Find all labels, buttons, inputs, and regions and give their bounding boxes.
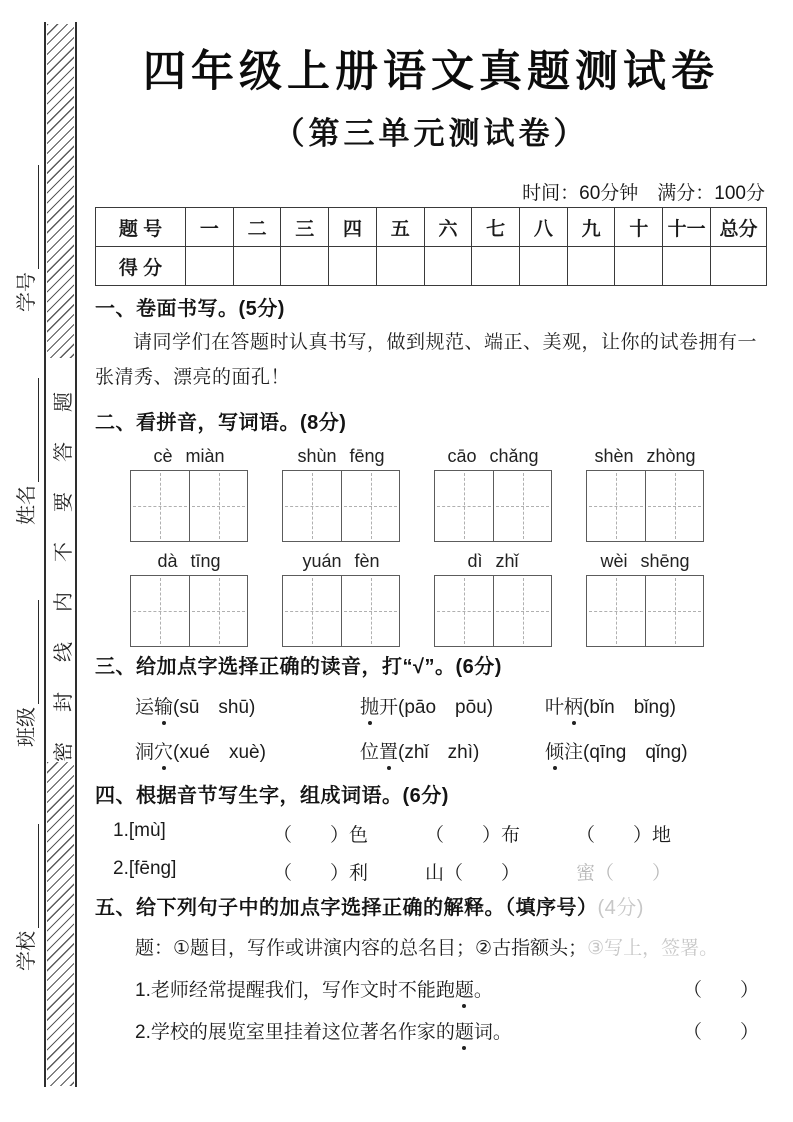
pinyin-label: dì zhǐ <box>467 551 519 571</box>
writing-cell[interactable] <box>645 576 703 646</box>
score-table-header-row <box>96 208 767 247</box>
word-blank[interactable]: （ ）布 <box>425 825 521 846</box>
paper-content <box>95 0 767 1122</box>
pinyin-label: yuán fèn <box>302 551 380 571</box>
pinyin-word-group <box>130 446 248 542</box>
col-6: 六 <box>424 208 472 247</box>
writing-cell[interactable] <box>587 576 645 646</box>
pronunciation-row-2 <box>95 737 767 764</box>
dotted-char: 题 <box>455 1017 474 1044</box>
pinyin-label: shùn fēng <box>297 446 385 466</box>
score-row-label: 得 分 <box>96 247 186 286</box>
school-label: 学校 <box>16 931 38 971</box>
writing-box <box>586 575 704 647</box>
seal-line-text: 密封线内不要答题 <box>53 362 75 762</box>
class-blank[interactable] <box>21 600 39 704</box>
score-table-score-row <box>96 247 767 286</box>
score-cell[interactable] <box>233 247 281 286</box>
writing-box <box>434 470 552 542</box>
word-blank-faded[interactable]: 蜜（ ） <box>576 863 672 884</box>
syllable-label: 2.[fēng] <box>113 858 177 879</box>
pinyin-word-group <box>586 446 704 542</box>
pinyin-word-group <box>434 551 552 647</box>
writing-cell[interactable] <box>587 471 645 541</box>
syllable-label: 1.[mù] <box>113 820 166 841</box>
student-id-blank[interactable] <box>21 165 39 269</box>
score-cell[interactable] <box>472 247 520 286</box>
score-cell[interactable] <box>663 247 711 286</box>
writing-cell[interactable] <box>493 576 551 646</box>
word-blank[interactable]: （ ）利 <box>273 863 369 884</box>
section5-explanation: 题：①题目，写作或讲演内容的总名目；②古指额头；③写上，签署。 <box>135 938 719 959</box>
col-4: 四 <box>329 208 377 247</box>
sentence-text: 2.学校的展览室里挂着这位著名作家的题词。 <box>135 1017 512 1044</box>
section4-header: 四、根据音节写生字，组成词语。(6分) <box>95 785 449 807</box>
school-field <box>13 801 39 971</box>
sentence-item-2 <box>95 1017 767 1044</box>
score-cell[interactable] <box>615 247 663 286</box>
pinyin-word-group <box>434 446 552 542</box>
writing-cell[interactable] <box>283 576 341 646</box>
col-9: 九 <box>567 208 615 247</box>
section3-header: 三、给加点字选择正确的读音，打“√”。(6分) <box>95 656 502 678</box>
total-score-header: 总分 <box>711 208 767 247</box>
dotted-char: 抛 <box>360 692 379 719</box>
pinyin-label: wèi shēng <box>600 551 690 571</box>
seal-border-left <box>44 22 46 1087</box>
pronunciation-item[interactable]: 位置(zhǐ zhì) <box>360 737 545 764</box>
dotted-char: 倾 <box>545 737 564 764</box>
pronunciation-options[interactable]: (bǐn bǐng) <box>583 697 676 718</box>
pinyin-row-1 <box>95 446 767 542</box>
dotted-char: 置 <box>379 737 398 764</box>
col-7: 七 <box>472 208 520 247</box>
pronunciation-item[interactable]: 叶柄(bǐn bǐng) <box>545 692 767 719</box>
writing-cell[interactable] <box>645 471 703 541</box>
pronunciation-options[interactable]: (pāo pōu) <box>398 697 494 718</box>
writing-box <box>282 575 400 647</box>
score-cell[interactable] <box>424 247 472 286</box>
answer-blank[interactable]: （ ） <box>682 1022 759 1043</box>
student-name-label: 姓名 <box>16 485 38 525</box>
writing-box <box>282 470 400 542</box>
section2-header: 二、看拼音，写词语。(8分) <box>95 412 347 434</box>
col-5: 五 <box>376 208 424 247</box>
writing-box <box>130 470 248 542</box>
pronunciation-item[interactable]: 洞穴(xué xuè) <box>135 737 360 764</box>
col-1: 一 <box>186 208 234 247</box>
pronunciation-item[interactable]: 运输(sū shū) <box>135 692 360 719</box>
seal-border-right <box>75 22 77 1087</box>
score-cell[interactable] <box>567 247 615 286</box>
score-cell[interactable] <box>376 247 424 286</box>
word-blank[interactable]: （ ）色 <box>273 825 369 846</box>
pinyin-word-group <box>586 551 704 647</box>
writing-cell[interactable] <box>189 576 247 646</box>
score-cell[interactable] <box>281 247 329 286</box>
pronunciation-options[interactable]: (qīng qǐng) <box>583 742 688 763</box>
dotted-char: 输 <box>154 692 173 719</box>
pronunciation-options[interactable]: (sū shū) <box>173 697 256 718</box>
writing-cell[interactable] <box>283 471 341 541</box>
col-10: 十 <box>615 208 663 247</box>
col-8: 八 <box>520 208 568 247</box>
pronunciation-row-1 <box>95 692 767 719</box>
section5-score: (4分) <box>597 897 644 919</box>
col-2: 二 <box>233 208 281 247</box>
section1-body: 请同学们在答题时认真书写，做到规范、端正、美观，让你的试卷拥有一张清秀、漂亮的面孔！ <box>95 332 758 388</box>
word-blank[interactable]: 山（ ） <box>425 863 521 884</box>
writing-cell[interactable] <box>435 576 493 646</box>
writing-box <box>434 575 552 647</box>
score-cell[interactable] <box>329 247 377 286</box>
class-label: 班级 <box>16 707 38 747</box>
seal-hatch-top <box>47 24 74 358</box>
pinyin-word-group <box>282 551 400 647</box>
class-field <box>13 577 39 747</box>
pronunciation-item[interactable]: 倾注(qīng qǐng) <box>545 737 767 764</box>
score-cell[interactable] <box>520 247 568 286</box>
paper-title: 四年级上册语文真题测试卷 <box>143 48 719 96</box>
writing-box <box>130 575 248 647</box>
pinyin-word-group <box>130 551 248 647</box>
student-name-field <box>13 355 39 525</box>
dotted-char: 穴 <box>154 737 173 764</box>
pinyin-label: cè miàn <box>153 446 225 466</box>
col-3: 三 <box>281 208 329 247</box>
writing-cell[interactable] <box>341 576 399 646</box>
pinyin-word-group <box>282 446 400 542</box>
writing-cell[interactable] <box>435 471 493 541</box>
pronunciation-options[interactable]: (xué xuè) <box>173 742 266 763</box>
pinyin-label: dà tīng <box>157 551 221 571</box>
writing-cell[interactable] <box>131 576 189 646</box>
dotted-char: 题 <box>455 975 474 1002</box>
word-blank[interactable]: （ ）地 <box>576 825 672 846</box>
dotted-char: 柄 <box>564 692 583 719</box>
student-name-blank[interactable] <box>21 378 39 482</box>
section1-header: 一、卷面书写。(5分) <box>95 298 285 320</box>
section5-header: 五、给下列句子中的加点字选择正确的解释。（填序号）(4分) <box>95 897 644 919</box>
syllable-row-1 <box>95 820 767 847</box>
pinyin-label: cāo chǎng <box>447 446 539 466</box>
col-11: 十一 <box>663 208 711 247</box>
pronunciation-options[interactable]: (zhǐ zhì) <box>398 742 480 763</box>
writing-cell[interactable] <box>131 471 189 541</box>
student-id-field <box>13 142 39 312</box>
school-blank[interactable] <box>21 824 39 928</box>
pronunciation-item[interactable]: 抛开(pāo pōu) <box>360 692 545 719</box>
sentence-text: 1.老师经常提醒我们，写作文时不能跑题。 <box>135 975 493 1002</box>
pinyin-row-2 <box>95 551 767 647</box>
sentence-item-1 <box>95 975 767 1002</box>
syllable-row-2 <box>95 858 767 885</box>
pinyin-label: shèn zhòng <box>594 446 696 466</box>
writing-cell[interactable] <box>341 471 399 541</box>
question-number-header: 题 号 <box>96 208 186 247</box>
student-id-label: 学号 <box>16 272 38 312</box>
writing-cell[interactable] <box>189 471 247 541</box>
paper-subtitle: （第三单元测试卷） <box>273 116 589 151</box>
answer-blank[interactable]: （ ） <box>682 980 759 1001</box>
score-table <box>95 207 767 286</box>
seal-hatch-bottom <box>47 762 74 1086</box>
writing-box <box>586 470 704 542</box>
score-cell[interactable] <box>186 247 234 286</box>
writing-cell[interactable] <box>493 471 551 541</box>
explanation-faded-part: ③写上，签署。 <box>587 938 719 959</box>
time-score-info: 时间：60分钟 满分：100分 <box>522 183 765 204</box>
total-score-cell[interactable] <box>711 247 767 286</box>
